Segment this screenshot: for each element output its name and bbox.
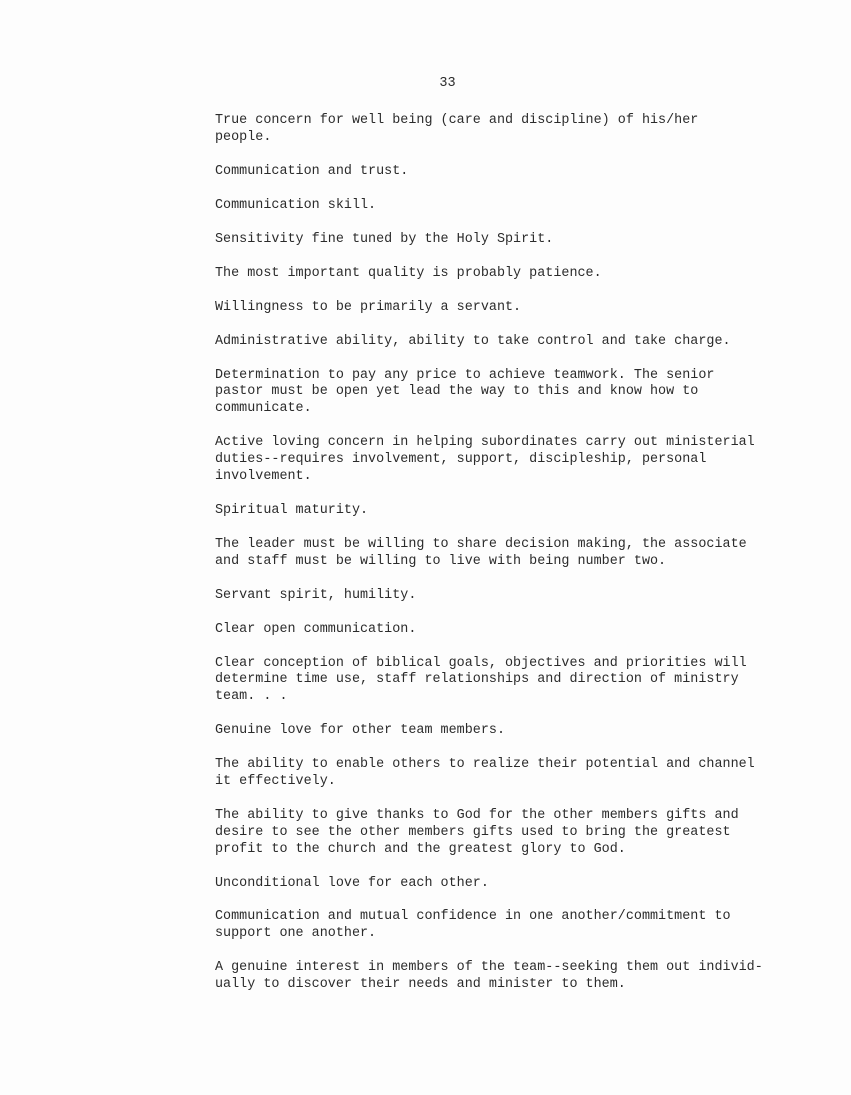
list-item: Clear conception of biblical goals, objectives and priorities will determine time use, staff relationships and direction of ministry team. . .: [215, 655, 747, 705]
list-item: Determination to pay any price to achieve teamwork. The senior pastor must be open yet lead the way to this and know how to communicate.: [215, 367, 715, 417]
list-item: Genuine love for other team members.: [215, 723, 506, 739]
list-item: Communication and trust.: [215, 163, 409, 179]
response-list: [215, 113, 805, 1011]
list-item: Communication and mutual confidence in one another/commitment to support one another.: [215, 909, 731, 942]
list-item: Active loving concern in helping subordinates carry out ministerial duties--requires involvement, support, discipleship, personal involvement.: [215, 435, 755, 484]
list-item: A genuine interest in members of the team--seeking them out individ- ually to discover their needs and minister to them.: [215, 960, 763, 993]
list-item: The ability to give thanks to God for the other members gifts and desire to see the other members gifts used to bring the greatest profit to the church and the greatest glory to God.: [215, 807, 739, 857]
list-item: Clear open communication.: [215, 621, 417, 637]
page-number: 33: [439, 76, 456, 91]
list-item: Willingness to be primarily a servant.: [215, 299, 522, 315]
list-item: Sensitivity fine tuned by the Holy Spirit.: [215, 231, 554, 247]
list-item: The leader must be willing to share decision making, the associate and staff must be willing to live with being number two.: [215, 536, 747, 569]
list-item: Communication skill.: [215, 197, 377, 213]
list-item: The ability to enable others to realize their potential and channel it effectively.: [215, 757, 755, 789]
list-item: The most important quality is probably patience.: [215, 265, 602, 281]
list-item: Unconditional love for each other.: [215, 875, 489, 891]
list-item: Administrative ability, ability to take control and take charge.: [215, 333, 731, 349]
list-item: Servant spirit, humility.: [215, 587, 417, 603]
list-item: True concern for well being (care and discipline) of his/her people.: [215, 113, 699, 145]
list-item: Spiritual maturity.: [215, 502, 369, 518]
